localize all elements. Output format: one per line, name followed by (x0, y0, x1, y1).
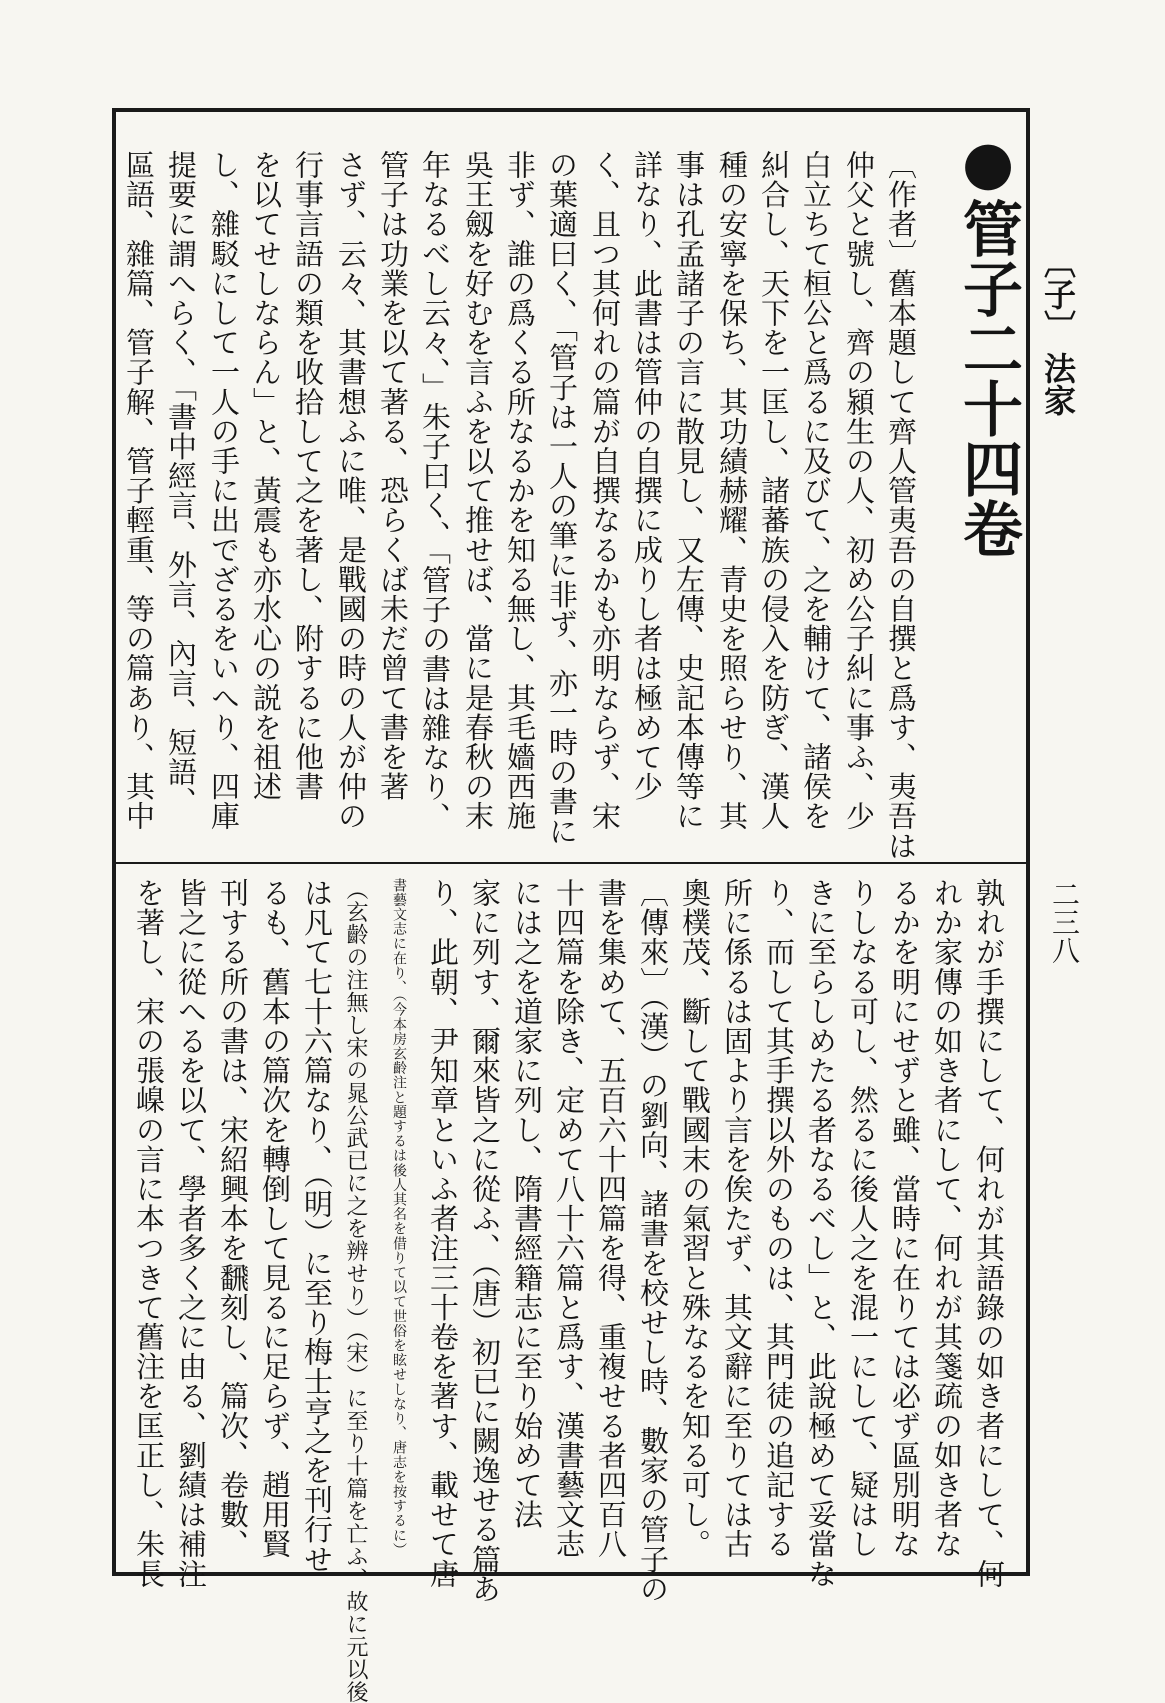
text-column: 行事言語の類を收拾して之を著し、附するに他書 (291, 150, 325, 802)
text-column: 吳王劔を好むを言ふを以て推せば、當に是春秋の末 (461, 150, 495, 831)
text-column: 家に列す、爾來皆之に從ふ、（唐）初已に闕逸せる篇あ (468, 878, 502, 1604)
text-column: 刊する所の書は、宋紹興本を飜刻し、篇次、卷數、 (216, 878, 250, 1559)
text-column: （玄齡の注無し宋の晁公武已に之を辨せり）（宋）に至り十篇を亡ふ、故に元以後 (343, 878, 368, 1703)
text-column: さず、云々、其書想ふに唯、是戰國の時の人が仲の (334, 150, 368, 831)
category-name: 法家 (1039, 352, 1077, 416)
text-column: し、雜駁にして一人の手に出でざるをいへり、四庫 (207, 150, 241, 831)
text-column: るも、舊本の篇次を轉倒して見るに足らず、趙用賢 (258, 878, 292, 1559)
text-column: 十四篇を除き、定めて八十六篇と爲す、漢書藝文志 (552, 878, 586, 1559)
text-column: 年なるべし云々、」朱子曰く、「管子の書は雜なり、 (418, 150, 452, 832)
text-column: 仲父と號し、齊の潁生の人、初め公子糾に事ふ、少 (842, 150, 876, 831)
text-column: 白立ちて桓公と爲るに及びて、之を輔けて、諸侯を (799, 150, 833, 831)
text-column: 管子は功業を以て著る、恐らくば未だ曾て書を著 (376, 150, 410, 802)
bullet-icon: ● (953, 128, 1023, 198)
text-column: 〔傳來〕（漢）の劉向、諸書を校せし時、數家の管子の (636, 878, 670, 1604)
text-column: く、且つ其何れの篇が自撰なるかも亦明ならず、宋 (588, 150, 622, 831)
text-column: り、此朝、尹知章といふ者注三十卷を著す、載せて唐 (426, 878, 460, 1589)
text-column: れか家傳の如き者にして、何れが其箋疏の如き者な (930, 878, 964, 1559)
text-column: には之を道家に列し、隋書經籍志に至り始めて法 (510, 878, 544, 1530)
section-divider (116, 862, 1026, 864)
text-column-annotation: 書藝文志に在り、（今本房玄齡注と題するは後人其名を借りて以て世俗を眩せしなり、唐志を按するに） (391, 878, 407, 1558)
text-column: 詳なり、此書は管仲の自撰に成りし者は極めて少 (630, 150, 664, 802)
text-column: を著し、宋の張嵲の言に本つきて舊注を匡正し、朱長 (132, 878, 166, 1589)
text-column: りしなる可し、然るに後人之を混一にして、疑はし (846, 878, 880, 1559)
page-number: 二三八 (1048, 880, 1081, 964)
text-column: るかを明にせずと雖、當時に在りては必ず區別明な (888, 878, 922, 1559)
text-column: きに至らしめたる者なるべし」と、此說極めて妥當な (804, 878, 838, 1589)
text-column: 種の安寧を保ち、其功績赫耀、青史を照らせり、其 (715, 150, 749, 831)
text-column: 皆之に從へるを以て、學者多く之に由る、劉績は補注 (174, 878, 208, 1589)
book-title (938, 128, 1023, 558)
text-column: 所に係るは固より言を俟たず、其文辭に至りては古 (720, 878, 754, 1559)
text-column: 區語、雜篇、管子解、管子輕重、等の篇あり、其中 (122, 150, 156, 831)
text-column: の葉適曰く、「管子は一人の筆に非ず、亦一時の書に (545, 150, 579, 846)
text-column: 非ず、誰の爲くる所なるかを知る無し、其毛嬙西施 (503, 150, 537, 831)
text-column: り、而して其手撰以外のものは、其門徒の追記する (762, 878, 796, 1559)
text-column: 事は孔孟諸子の言に散見し、又左傳、史記本傳等に (672, 150, 706, 831)
book-title-text: 管子二十四卷 (953, 198, 1023, 558)
text-column: は凡て七十六篇なり、（明）に至り梅士亨之を刊行せ (300, 878, 334, 1574)
text-column: 奧樸茂、斷して戰國末の氣習と殊なるを知る可し。 (678, 878, 712, 1559)
text-column: 提要に謂へらく、「書中經言、外言、內言、短語、 (164, 150, 198, 817)
text-column: 孰れが手撰にして、何れが其語錄の如き者にして、何 (972, 878, 1006, 1589)
text-column: 糾合し、天下を一匡し、諸蕃族の侵入を防ぎ、漢人 (757, 150, 791, 831)
category-mark: 〔子〕 (1039, 246, 1077, 342)
text-column: を以てせしならん」と、黃震も亦水心の説を祖述 (249, 150, 283, 802)
text-column: 書を集めて、五百六十四篇を得、重複せる者四百八 (594, 878, 628, 1559)
text-column: 〔作者〕舊本題して齊人管夷吾の自撰と爲す、夷吾は (884, 150, 918, 861)
